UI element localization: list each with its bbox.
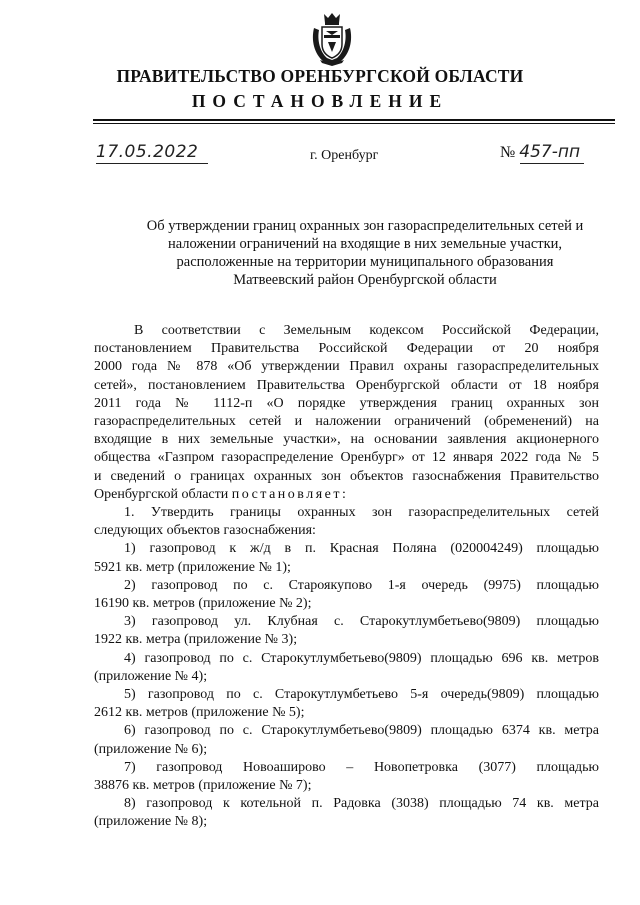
- orenburg-coat-of-arms-icon: [311, 12, 353, 66]
- document-body: [94, 322, 599, 832]
- subitem-line: 8) газопровод к котельной п. Радовка (3038) площадью 74 кв. метра: [124, 796, 599, 812]
- document-number: 457-пп: [519, 142, 581, 162]
- preamble-line: газораспределительных сетей и наложении ограничений (обременений) на: [94, 414, 599, 430]
- subitem-line: 3) газопровод ул. Клубная с. Старокутлумбетьево(9809) площадью: [124, 614, 599, 630]
- header-rule-thin: [93, 123, 615, 124]
- preamble-line: входящие в них земельные участки», на основании заявления акционерного: [94, 432, 599, 448]
- preamble-last-line: [94, 486, 599, 504]
- subitem-line: 5) газопровод по с. Старокутлумбетьево 5-я очередь(9809) площадью: [124, 687, 599, 703]
- item-1-line: 1. Утвердить границы охранных зон газораспределительных сетей: [124, 505, 599, 521]
- subject-line: расположенные на территории муниципального образования: [176, 254, 554, 270]
- subject-line: Об утверждении границ охранных зон газораспределительных сетей и: [146, 218, 584, 234]
- preamble-line: и сведений о границах охранных зон объектов газоснабжения Правительство: [94, 468, 599, 484]
- subitem-line: 1) газопровод к ж/д в п. Красная Поляна (020004249) площадью: [124, 541, 599, 557]
- subitem-line: 5921 кв. метр (приложение № 1);: [94, 559, 291, 575]
- subitem-line: 2612 кв. метров (приложение № 5);: [94, 705, 305, 721]
- header-rule-thick: [93, 119, 615, 121]
- subject-line: наложении ограничений на входящие в них земельные участки,: [167, 236, 563, 252]
- decree-word: постановляет:: [231, 486, 349, 502]
- preamble-line: 2011 года № 1112-п «О порядке утверждения границ охранных зон: [94, 395, 599, 411]
- subitem-line: (приложение № 6);: [94, 741, 208, 757]
- preamble-end: Оренбургской области: [94, 486, 229, 502]
- preamble-line: общества «Газпром газораспределение Оренбург» от 12 января 2022 года № 5: [94, 450, 599, 466]
- document-date: 17.05.2022: [96, 142, 199, 162]
- document-subject: [130, 217, 600, 289]
- subitem-line: 2) газопровод по с. Староякупово 1-я очередь (9975) площадью: [124, 577, 599, 593]
- number-underline: [520, 163, 584, 164]
- subitem-line: (приложение № 4);: [94, 668, 208, 684]
- preamble-line: сетей», постановлением Правительства Оренбургской области от 18 ноября: [94, 377, 599, 393]
- preamble-line: 2000 года № 878 «Об утверждении Правил охраны газораспределительных: [94, 359, 599, 375]
- document-city: г. Оренбург: [310, 148, 379, 163]
- subitem-line: 1922 кв. метра (приложение № 3);: [94, 632, 298, 648]
- government-title: ПРАВИТЕЛЬСТВО ОРЕНБУРГСКОЙ ОБЛАСТИ: [116, 66, 524, 86]
- subitem-line: 38876 кв. метров (приложение № 7);: [94, 778, 312, 794]
- subitem-line: 6) газопровод по с. Старокутлумбетьево(9809) площадью 6374 кв. метра: [124, 723, 599, 739]
- subitem-line: 4) газопровод по с. Старокутлумбетьево(9809) площадью 696 кв. метров: [124, 650, 599, 666]
- document-type-title: ПОСТАНОВЛЕНИЕ: [191, 91, 449, 111]
- number-field: [500, 142, 580, 166]
- preamble-line: В соответствии с Земельным кодексом Российской Федерации,: [134, 323, 599, 338]
- subject-line: Матвеевский район Оренбургской области: [233, 272, 497, 288]
- preamble-line: постановлением Правительства Российской Федерации от 20 ноября: [94, 341, 599, 357]
- date-underline: [96, 163, 208, 164]
- item-1-line: следующих объектов газоснабжения:: [94, 523, 316, 539]
- date-field: [96, 142, 208, 166]
- subitem-line: 7) газопровод Новоаширово – Новопетровка (3077) площадью: [124, 759, 599, 775]
- subitem-line: 16190 кв. метров (приложение № 2);: [94, 596, 312, 612]
- subitem-line: (приложение № 8);: [94, 814, 208, 830]
- number-sign: №: [500, 144, 516, 161]
